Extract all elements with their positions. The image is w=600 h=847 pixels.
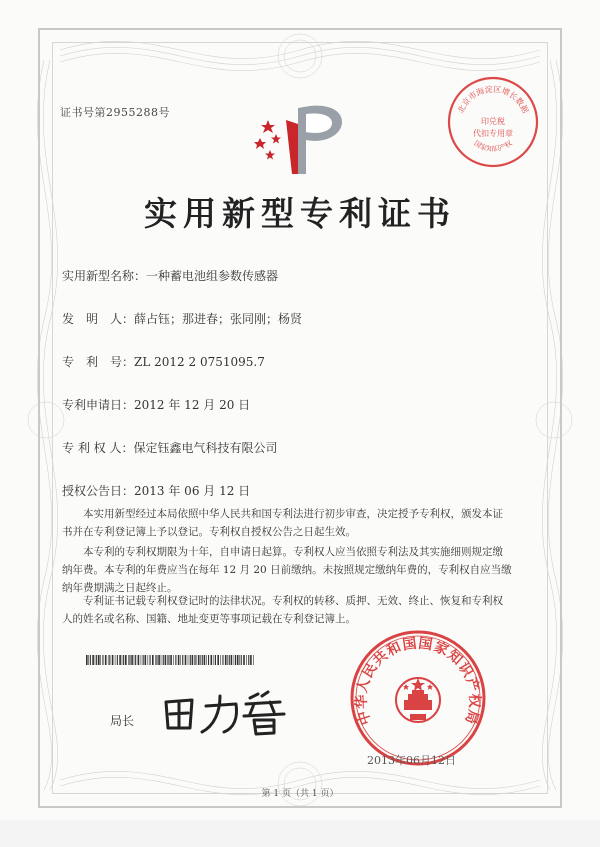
field-value: 薛占钰；那进春；张同刚；杨贤 — [134, 312, 303, 326]
tax-seal-stamp — [443, 72, 543, 172]
seal-top-bottom-text: 国家知识产权 — [472, 139, 514, 154]
field-value: 一种蓄电池组参数传感器 — [146, 269, 279, 283]
field-application-date — [62, 396, 250, 413]
seal-top-center-line1: 印兑税 — [481, 117, 505, 126]
director-label: 局长 — [110, 714, 135, 728]
page-number: 第 1 页（共 1 页） — [261, 789, 339, 799]
field-grant-announcement-date — [62, 482, 250, 499]
field-label: 专利申请日： — [62, 398, 135, 412]
seal-top-ring-text: 北京市海淀区增长数据 — [456, 84, 530, 115]
svg-text:国家知识产权 — [472, 138, 513, 153]
field-value: ZL 2012 2 0751095.7 — [134, 355, 265, 369]
svg-text:北京市海淀区增长数据 — [455, 84, 531, 115]
seal-date-stamp: 2013年06月12日 — [367, 754, 456, 767]
national-ip-office-seal — [348, 628, 488, 768]
field-label: 专 利 号： — [62, 355, 135, 369]
field-value: 保定钰鑫电气科技有限公司 — [133, 441, 278, 455]
director-signature — [158, 688, 288, 738]
field-inventors — [62, 310, 302, 327]
certificate-serial-number: 证书号第2955288号 — [60, 106, 170, 119]
cnipa-logo-icon — [246, 100, 356, 180]
certificate-title: 实用新型专利证书 — [144, 194, 456, 233]
barcode-icon — [86, 655, 256, 665]
paragraph-text: 专利证书记载专利权登记时的法律状况。专利权的转移、质押、无效、终止、恢复和专利权人的姓名或名称、国籍、地址变更等事项记载在专利登记簿上。 — [62, 595, 503, 625]
field-value: 2012 年 12 月 20 日 — [134, 398, 251, 412]
paragraph-grant-decision — [62, 505, 512, 541]
field-value: 2013 年 06 月 12 日 — [134, 484, 251, 498]
paragraph-text: 本实用新型经过本局依照中华人民共和国专利法进行初步审查，决定授予专利权，颁发本证书并在专利登记簿上予以登记。专利权自授权公告之日起生效。 — [62, 508, 503, 538]
paragraph-term-and-fees — [62, 543, 512, 597]
seal-top-center-line2: 代扣专用章 — [473, 129, 513, 138]
national-emblem-icon — [396, 678, 440, 722]
paragraph-legal-status — [62, 592, 512, 628]
field-label: 专 利 权 人： — [62, 441, 134, 455]
field-utility-model-name — [62, 267, 278, 284]
field-patentee — [62, 439, 277, 456]
field-label: 授权公告日： — [62, 484, 135, 498]
scan-bottom-strip — [0, 820, 600, 847]
field-label: 实用新型名称： — [62, 269, 147, 283]
seal-main-ring-text: 中华人民共和国国家知识产权局 — [353, 635, 483, 727]
field-patent-number — [62, 353, 265, 370]
paragraph-text: 本专利的专利权期限为十年，自申请日起算。专利权人应当依照专利法及其实施细则规定缴纳年费。本专利的年费应当在每年 12 月 20 日前缴纳。未按照规定缴纳年费的，专利权自应当缴纳年费期满之日起终止。 — [62, 546, 512, 594]
field-label: 发 明 人： — [62, 312, 135, 326]
